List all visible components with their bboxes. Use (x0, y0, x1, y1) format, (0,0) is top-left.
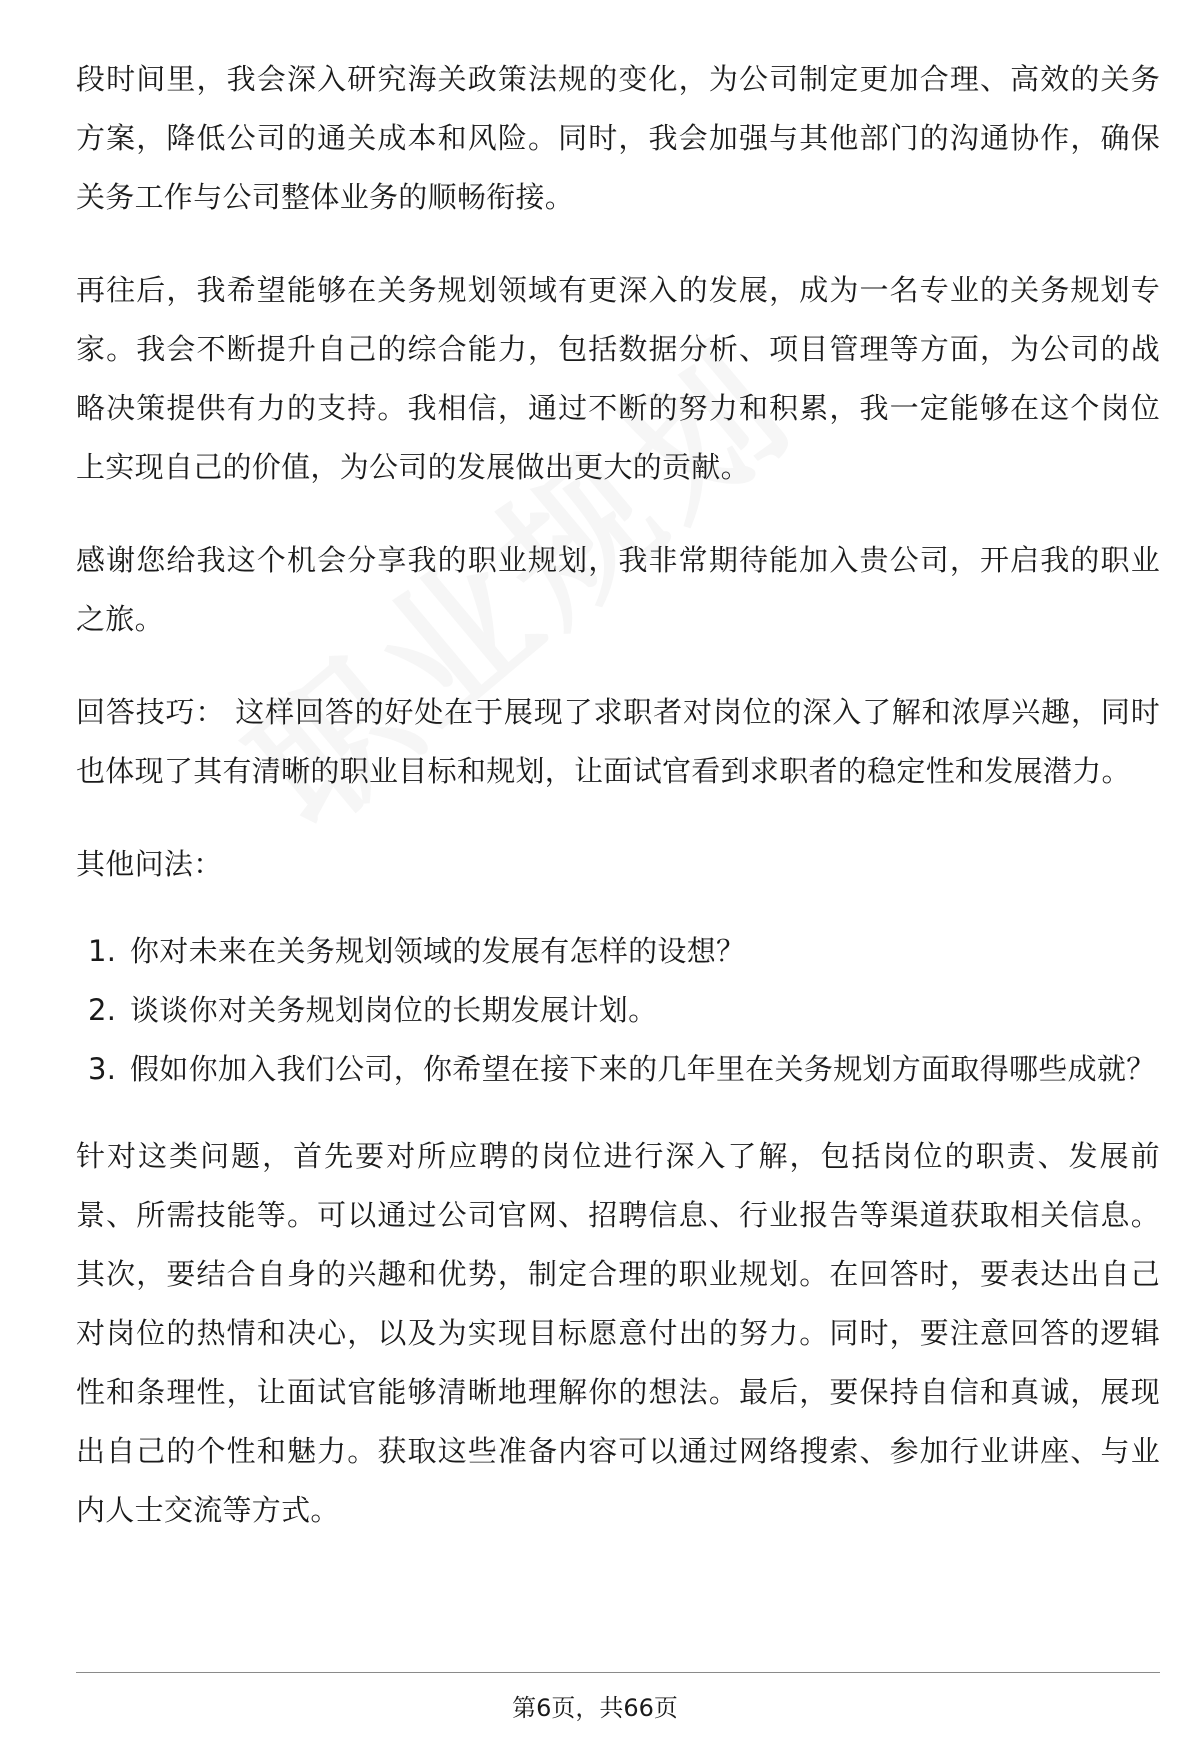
other-questions-list (76, 922, 1160, 1099)
list-item-text: 假如你加入我们公司，你希望在接下来的几年里在关务规划方面取得哪些成就？ (130, 1052, 1156, 1086)
footer-divider (76, 1672, 1160, 1673)
answer-tips-paragraph: 回答技巧： 这样回答的好处在于展现了求职者对岗位的深入了解和浓厚兴趣，同时也体现了其有清晰的职业目标和规划，让面试官看到求职者的稳定性和发展潜力。 (76, 695, 1160, 788)
paragraph-2: 再往后，我希望能够在关务规划领域有更深入的发展，成为一名专业的关务规划专家。我会不断提升自己的综合能力，包括数据分析、项目管理等方面，为公司的战略决策提供有力的支持。我相信，通过不断的努力和积累，我一定能够在这个岗位上实现自己的价值，为公司的发展做出更大的贡献。 (76, 273, 1160, 484)
list-item (76, 922, 1160, 981)
list-item-text: 你对未来在关务规划领域的发展有怎样的设想？ (130, 934, 746, 968)
document-body (76, 50, 1160, 1540)
list-item-number: 2. (88, 993, 117, 1027)
paragraph-3: 感谢您给我这个机会分享我的职业规划，我非常期待能加入贵公司，开启我的职业之旅。 (76, 543, 1160, 636)
paragraph-1: 段时间里，我会深入研究海关政策法规的变化，为公司制定更加合理、高效的关务方案，降低公司的通关成本和风险。同时，我会加强与其他部门的沟通协作，确保关务工作与公司整体业务的顺畅衔接。 (76, 62, 1160, 214)
list-item-text: 谈谈你对关务规划岗位的长期发展计划。 (130, 993, 658, 1027)
list-item-number: 1. (88, 934, 117, 968)
other-questions-heading: 其他问法： (76, 847, 223, 881)
list-item (76, 981, 1160, 1040)
list-item-number: 3. (88, 1052, 117, 1086)
list-item (76, 1040, 1160, 1099)
paragraph-advice: 针对这类问题，首先要对所应聘的岗位进行深入了解，包括岗位的职责、发展前景、所需技能等。可以通过公司官网、招聘信息、行业报告等渠道获取相关信息。其次，要结合自身的兴趣和优势，制定合理的职业规划。在回答时，要表达出自己对岗位的热情和决心，以及为实现目标愿意付出的努力。同时，要注意回答的逻辑性和条理性，让面试官能够清晰地理解你的想法。最后，要保持自信和真诚，展现出自己的个性和魅力。获取这些准备内容可以通过网络搜索、参加行业讲座、与业内人士交流等方式。 (76, 1139, 1160, 1527)
page-number: 第6页，共66页 (512, 1694, 678, 1722)
